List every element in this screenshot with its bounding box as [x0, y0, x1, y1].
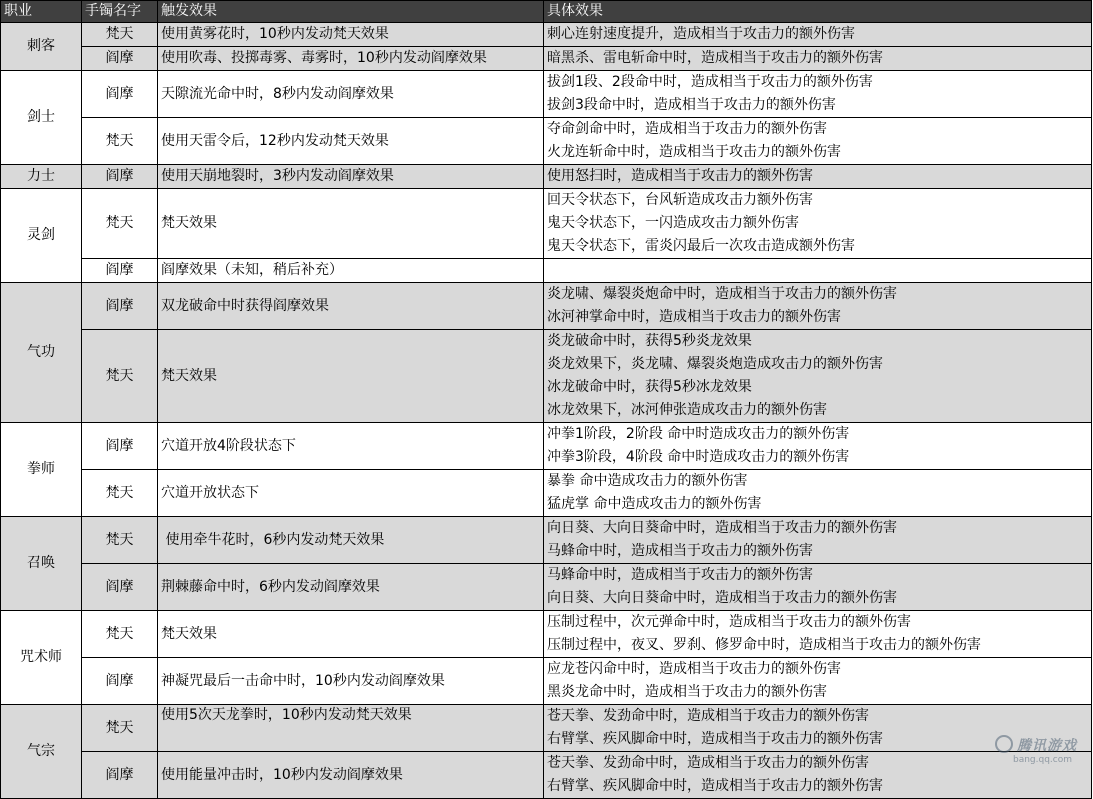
- effect-line: 暴拳 命中造成攻击力的额外伤害: [547, 473, 748, 489]
- bracelet-cell: 梵天: [82, 611, 158, 658]
- job-cell: 气宗: [1, 705, 82, 799]
- bracelet-cell: 梵天: [82, 470, 158, 517]
- trigger-cell: 双龙破命中时获得阎摩效果: [158, 283, 544, 330]
- effect-cell: [544, 517, 1092, 564]
- effect-cell: [544, 658, 1092, 705]
- bracelet-cell: 阎摩: [82, 259, 158, 283]
- trigger-cell: 梵天效果: [158, 189, 544, 259]
- effect-line: 应龙苍闪命中时，造成相当于攻击力的额外伤害: [547, 661, 841, 677]
- bracelet-cell: 梵天: [82, 330, 158, 423]
- bracelet-cell: 阎摩: [82, 71, 158, 118]
- bracelet-cell: 梵天: [82, 189, 158, 259]
- effect-line: 火龙连斩命中时，造成相当于攻击力的额外伤害: [547, 144, 841, 160]
- effect-line: 拔剑3段命中时，造成相当于攻击力的额外伤害: [547, 97, 836, 113]
- header-bracelet: 手镯名字: [82, 1, 158, 23]
- effect-line: 黑炎龙命中时，造成相当于攻击力的额外伤害: [547, 684, 827, 700]
- watermark: [995, 735, 1077, 765]
- table-row: [1, 564, 1092, 611]
- effect-cell: [544, 71, 1092, 118]
- trigger-cell: 阎摩效果（未知，稍后补充）: [158, 259, 544, 283]
- job-cell: 召唤: [1, 517, 82, 611]
- table-row: [1, 517, 1092, 564]
- trigger-cell: 使用黄雾花时，10秒内发动梵天效果: [158, 23, 544, 47]
- effect-line: 夺命剑命中时，造成相当于攻击力的额外伤害: [547, 121, 827, 137]
- effect-line: 右臂掌、疾风脚命中时，造成相当于攻击力的额外伤害: [547, 778, 883, 794]
- trigger-cell: 使用吹毒、投掷毒雾、毒雾时，10秒内发动阎摩效果: [158, 47, 544, 71]
- effect-line: 马蜂命中时，造成相当于攻击力的额外伤害: [547, 543, 813, 559]
- bracelet-cell: 梵天: [82, 705, 158, 752]
- effect-line: 炎龙破命中时，获得5秒炎龙效果: [547, 333, 752, 349]
- job-cell: 拳师: [1, 423, 82, 517]
- effect-line: 冰河神掌命中时，造成相当于攻击力的额外伤害: [547, 309, 841, 325]
- bracelet-cell: 阎摩: [82, 423, 158, 470]
- effect-line: 猛虎掌 命中造成攻击力的额外伤害: [547, 496, 762, 512]
- effect-cell: [544, 47, 1092, 71]
- effect-line: 鬼天令状态下，一闪造成攻击力额外伤害: [547, 215, 799, 231]
- effect-line: 压制过程中，次元弹命中时，造成相当于攻击力的额外伤害: [547, 614, 911, 630]
- trigger-cell: 使用天崩地裂时，3秒内发动阎摩效果: [158, 165, 544, 189]
- table-row: [1, 259, 1092, 283]
- table-row: [1, 752, 1092, 799]
- bracelet-cell: 阎摩: [82, 658, 158, 705]
- table-row: [1, 283, 1092, 330]
- header-job: 职业: [1, 1, 82, 23]
- tencent-logo-icon: [995, 735, 1013, 753]
- trigger-cell: 神凝咒最后一击命中时，10秒内发动阎摩效果: [158, 658, 544, 705]
- effect-cell: [544, 165, 1092, 189]
- trigger-cell: 使用天雷令后，12秒内发动梵天效果: [158, 118, 544, 165]
- effect-cell: [544, 189, 1092, 259]
- effect-line: 苍天拳、发劲命中时，造成相当于攻击力的额外伤害: [547, 708, 869, 724]
- effect-line: 冲拳3阶段，4阶段 命中时造成攻击力的额外伤害: [547, 449, 850, 465]
- trigger-cell: 天隙流光命中时，8秒内发动阎摩效果: [158, 71, 544, 118]
- job-cell: 剑士: [1, 71, 82, 165]
- bracelet-cell: 阎摩: [82, 564, 158, 611]
- table-row: [1, 189, 1092, 259]
- job-cell: 咒术师: [1, 611, 82, 705]
- effect-line: 使用怒扫时，造成相当于攻击力的额外伤害: [547, 168, 813, 184]
- effect-cell: [544, 259, 1092, 283]
- trigger-cell: 使用5次天龙拳时，10秒内发动梵天效果: [158, 705, 544, 752]
- job-cell: 气功: [1, 283, 82, 423]
- header-trigger: 触发效果: [158, 1, 544, 23]
- effect-line: 拔剑1段、2段命中时，造成相当于攻击力的额外伤害: [547, 74, 873, 90]
- effect-cell: [544, 423, 1092, 470]
- table-row: [1, 23, 1092, 47]
- trigger-cell: 荆棘藤命中时，6秒内发动阎摩效果: [158, 564, 544, 611]
- effect-line: 向日葵、大向日葵命中时，造成相当于攻击力的额外伤害: [547, 590, 897, 606]
- effect-line: 压制过程中，夜叉、罗刹、修罗命中时，造成相当于攻击力的额外伤害: [547, 637, 981, 653]
- bracelet-cell: 梵天: [82, 517, 158, 564]
- effect-line: 冲拳1阶段，2阶段 命中时造成攻击力的额外伤害: [547, 426, 850, 442]
- job-cell: 刺客: [1, 23, 82, 71]
- effect-cell: [544, 564, 1092, 611]
- effect-cell: [544, 283, 1092, 330]
- trigger-cell: 梵天效果: [158, 330, 544, 423]
- effect-line: 炎龙效果下，炎龙啸、爆裂炎炮造成攻击力的额外伤害: [547, 356, 883, 372]
- bracelet-cell: 阎摩: [82, 165, 158, 189]
- effect-cell: [544, 118, 1092, 165]
- effect-line: 冰龙效果下，冰河伸张造成攻击力的额外伤害: [547, 402, 827, 418]
- effect-line: 鬼天令状态下，雷炎闪最后一次攻击造成额外伤害: [547, 238, 855, 254]
- bracelet-cell: 梵天: [82, 23, 158, 47]
- effect-cell: [544, 330, 1092, 423]
- trigger-cell: 穴道开放状态下: [158, 470, 544, 517]
- table-row: [1, 47, 1092, 71]
- job-cell: 灵剑: [1, 189, 82, 283]
- table-row: [1, 705, 1092, 752]
- table-row: [1, 165, 1092, 189]
- effect-cell: [544, 470, 1092, 517]
- watermark-url: bang.qq.com: [1013, 755, 1073, 765]
- bracelet-cell: 阎摩: [82, 752, 158, 799]
- job-cell: 力士: [1, 165, 82, 189]
- table-row: [1, 611, 1092, 658]
- effect-line: 苍天拳、发劲命中时，造成相当于攻击力的额外伤害: [547, 755, 869, 771]
- bracelet-cell: 阎摩: [82, 283, 158, 330]
- effect-cell: [544, 611, 1092, 658]
- trigger-cell: 梵天效果: [158, 611, 544, 658]
- effect-line: 右臂掌、疾风脚命中时，造成相当于攻击力的额外伤害: [547, 731, 883, 747]
- effect-line: [547, 259, 1088, 282]
- effect-line: 回天令状态下，台风斩造成攻击力额外伤害: [547, 192, 813, 208]
- effect-line: 炎龙啸、爆裂炎炮命中时，造成相当于攻击力的额外伤害: [547, 286, 897, 302]
- bracelet-cell: 阎摩: [82, 47, 158, 71]
- trigger-cell: 使用能量冲击时，10秒内发动阎摩效果: [158, 752, 544, 799]
- trigger-cell: 穴道开放4阶段状态下: [158, 423, 544, 470]
- table-row: [1, 330, 1092, 423]
- effect-line: 暗黑杀、雷电斩命中时，造成相当于攻击力的额外伤害: [547, 50, 883, 66]
- effect-line: 冰龙破命中时，获得5秒冰龙效果: [547, 379, 752, 395]
- watermark-text: 腾讯游戏: [1017, 738, 1077, 754]
- effect-line: 马蜂命中时，造成相当于攻击力的额外伤害: [547, 567, 813, 583]
- effect-cell: [544, 23, 1092, 47]
- table-row: [1, 71, 1092, 118]
- effect-line: 刺心连射速度提升，造成相当于攻击力的额外伤害: [547, 26, 855, 42]
- header-row: [1, 1, 1092, 23]
- table-row: [1, 658, 1092, 705]
- header-effect: 具体效果: [544, 1, 1092, 23]
- table-row: [1, 470, 1092, 517]
- bracelet-cell: 梵天: [82, 118, 158, 165]
- table-row: [1, 423, 1092, 470]
- effect-line: 向日葵、大向日葵命中时，造成相当于攻击力的额外伤害: [547, 520, 897, 536]
- table-row: [1, 118, 1092, 165]
- trigger-cell: 使用牵牛花时，6秒内发动梵天效果: [158, 517, 544, 564]
